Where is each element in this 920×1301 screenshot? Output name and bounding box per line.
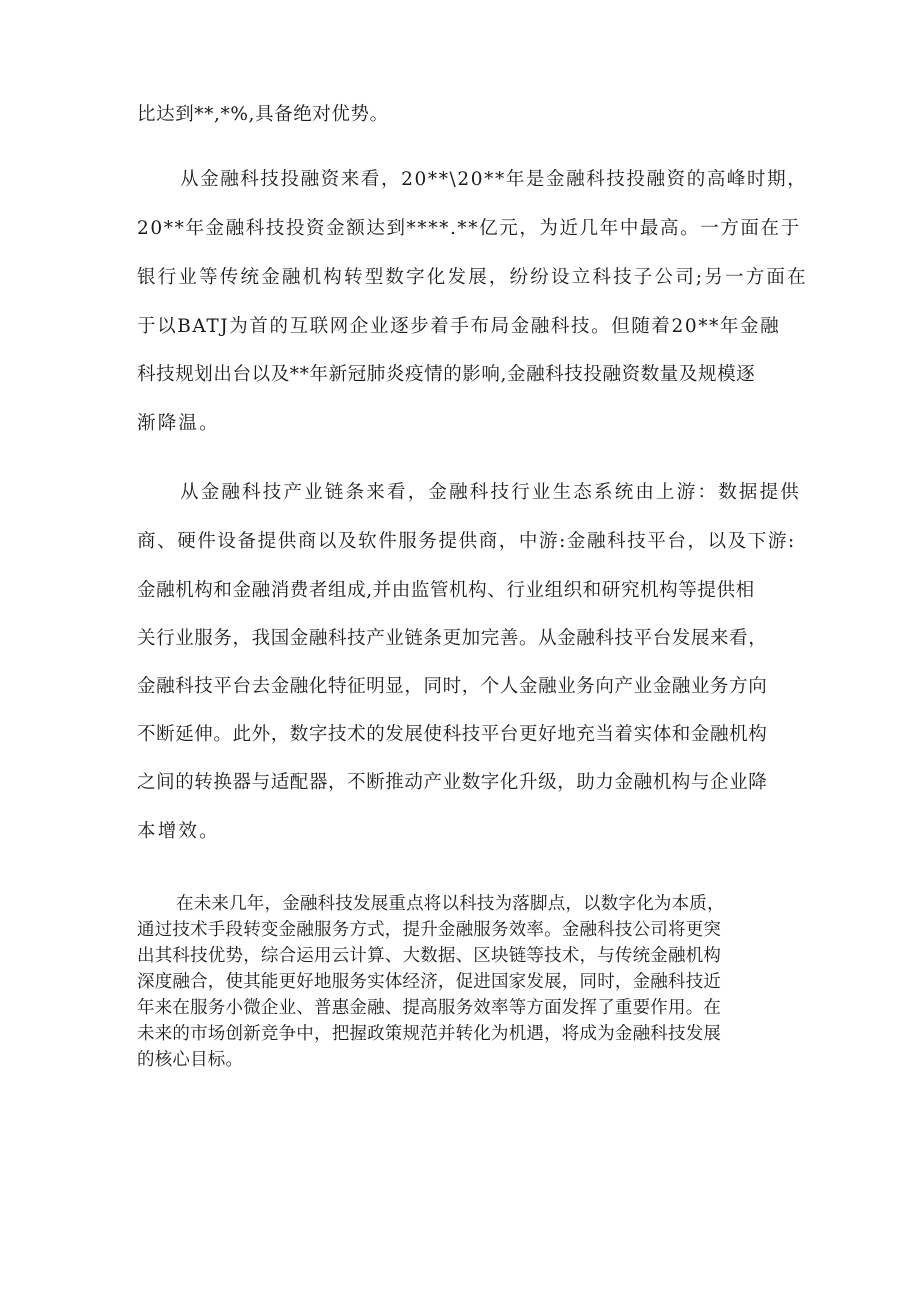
paragraph-investment-line: 科技规划出台以及**年新冠肺炎疫情的影响,金融科技投融资数量及规模逐: [137, 364, 756, 385]
paragraph-industry-chain-line: 之间的转换器与适配器，不断推动产业数字化升级，助力金融机构与企业降: [137, 772, 768, 793]
paragraph-industry-chain-line: 商、硬件设备提供商以及软件服务提供商，中游:金融科技平台，以及下游:: [137, 531, 796, 552]
paragraph-future-line: 未来的市场创新竞争中，把握政策规范并转化为机遇，将成为金融科技发展: [137, 1024, 722, 1044]
paragraph-future-line: 出其科技优势，综合运用云计算、大数据、区块链等技术，与传统金融机构: [137, 946, 722, 966]
paragraph-industry-chain-line: 金融科技平台去金融化特征明显，同时，个人金融业务向产业金融业务方向: [137, 676, 768, 697]
paragraph-future-line: 在未来几年，金融科技发展重点将以科技为落脚点，以数字化为本质，: [176, 894, 725, 914]
paragraph-investment-line: 银行业等传统金融机构转型数字化发展，纷纷设立科技子公司;另一方面在: [137, 267, 808, 288]
paragraph-industry-chain-line: 本增效。: [137, 821, 220, 842]
paragraph-future-line: 年来在服务小微企业、普惠金融、提高服务效率等方面发挥了重要作用。在: [137, 998, 722, 1018]
paragraph-market-share-end-line: 比达到**,*%,具备绝对优势。: [137, 104, 389, 125]
paragraph-industry-chain-line: 不断延伸。此外，数字技术的发展使科技平台更好地充当着实体和金融机构: [137, 724, 768, 745]
paragraph-future-line: 通过技术手段转变金融服务方式，提升金融服务效率。金融科技公司将更突: [137, 920, 722, 940]
paragraph-investment-line: 于以BATJ为首的互联网企业逐步着手布局金融科技。但随着20**年金融: [137, 316, 781, 337]
paragraph-investment-line: 从金融科技投融资来看，20**\20**年是金融科技投融资的高峰时期，: [180, 169, 808, 190]
paragraph-industry-chain-line: 金融机构和金融消费者组成,并由监管机构、行业组织和研究机构等提供相: [137, 580, 755, 601]
paragraph-investment-line: 渐降温。: [137, 413, 220, 434]
paragraph-future-line: 的核心目标。: [137, 1050, 244, 1070]
paragraph-future-line: 深度融合，使其能更好地服务实体经济，促进国家发展，同时，金融科技近: [137, 972, 722, 992]
paragraph-investment-line: 20**年金融科技投资金额达到****.**亿元，为近几年中最高。一方面在于: [137, 218, 801, 239]
paragraph-industry-chain-line: 关行业服务，我国金融科技产业链条更加完善。从金融科技平台发展来看，: [137, 628, 768, 649]
paragraph-industry-chain-line: 从金融科技产业链条来看，金融科技行业生态系统由上游：数据提供: [180, 482, 802, 503]
